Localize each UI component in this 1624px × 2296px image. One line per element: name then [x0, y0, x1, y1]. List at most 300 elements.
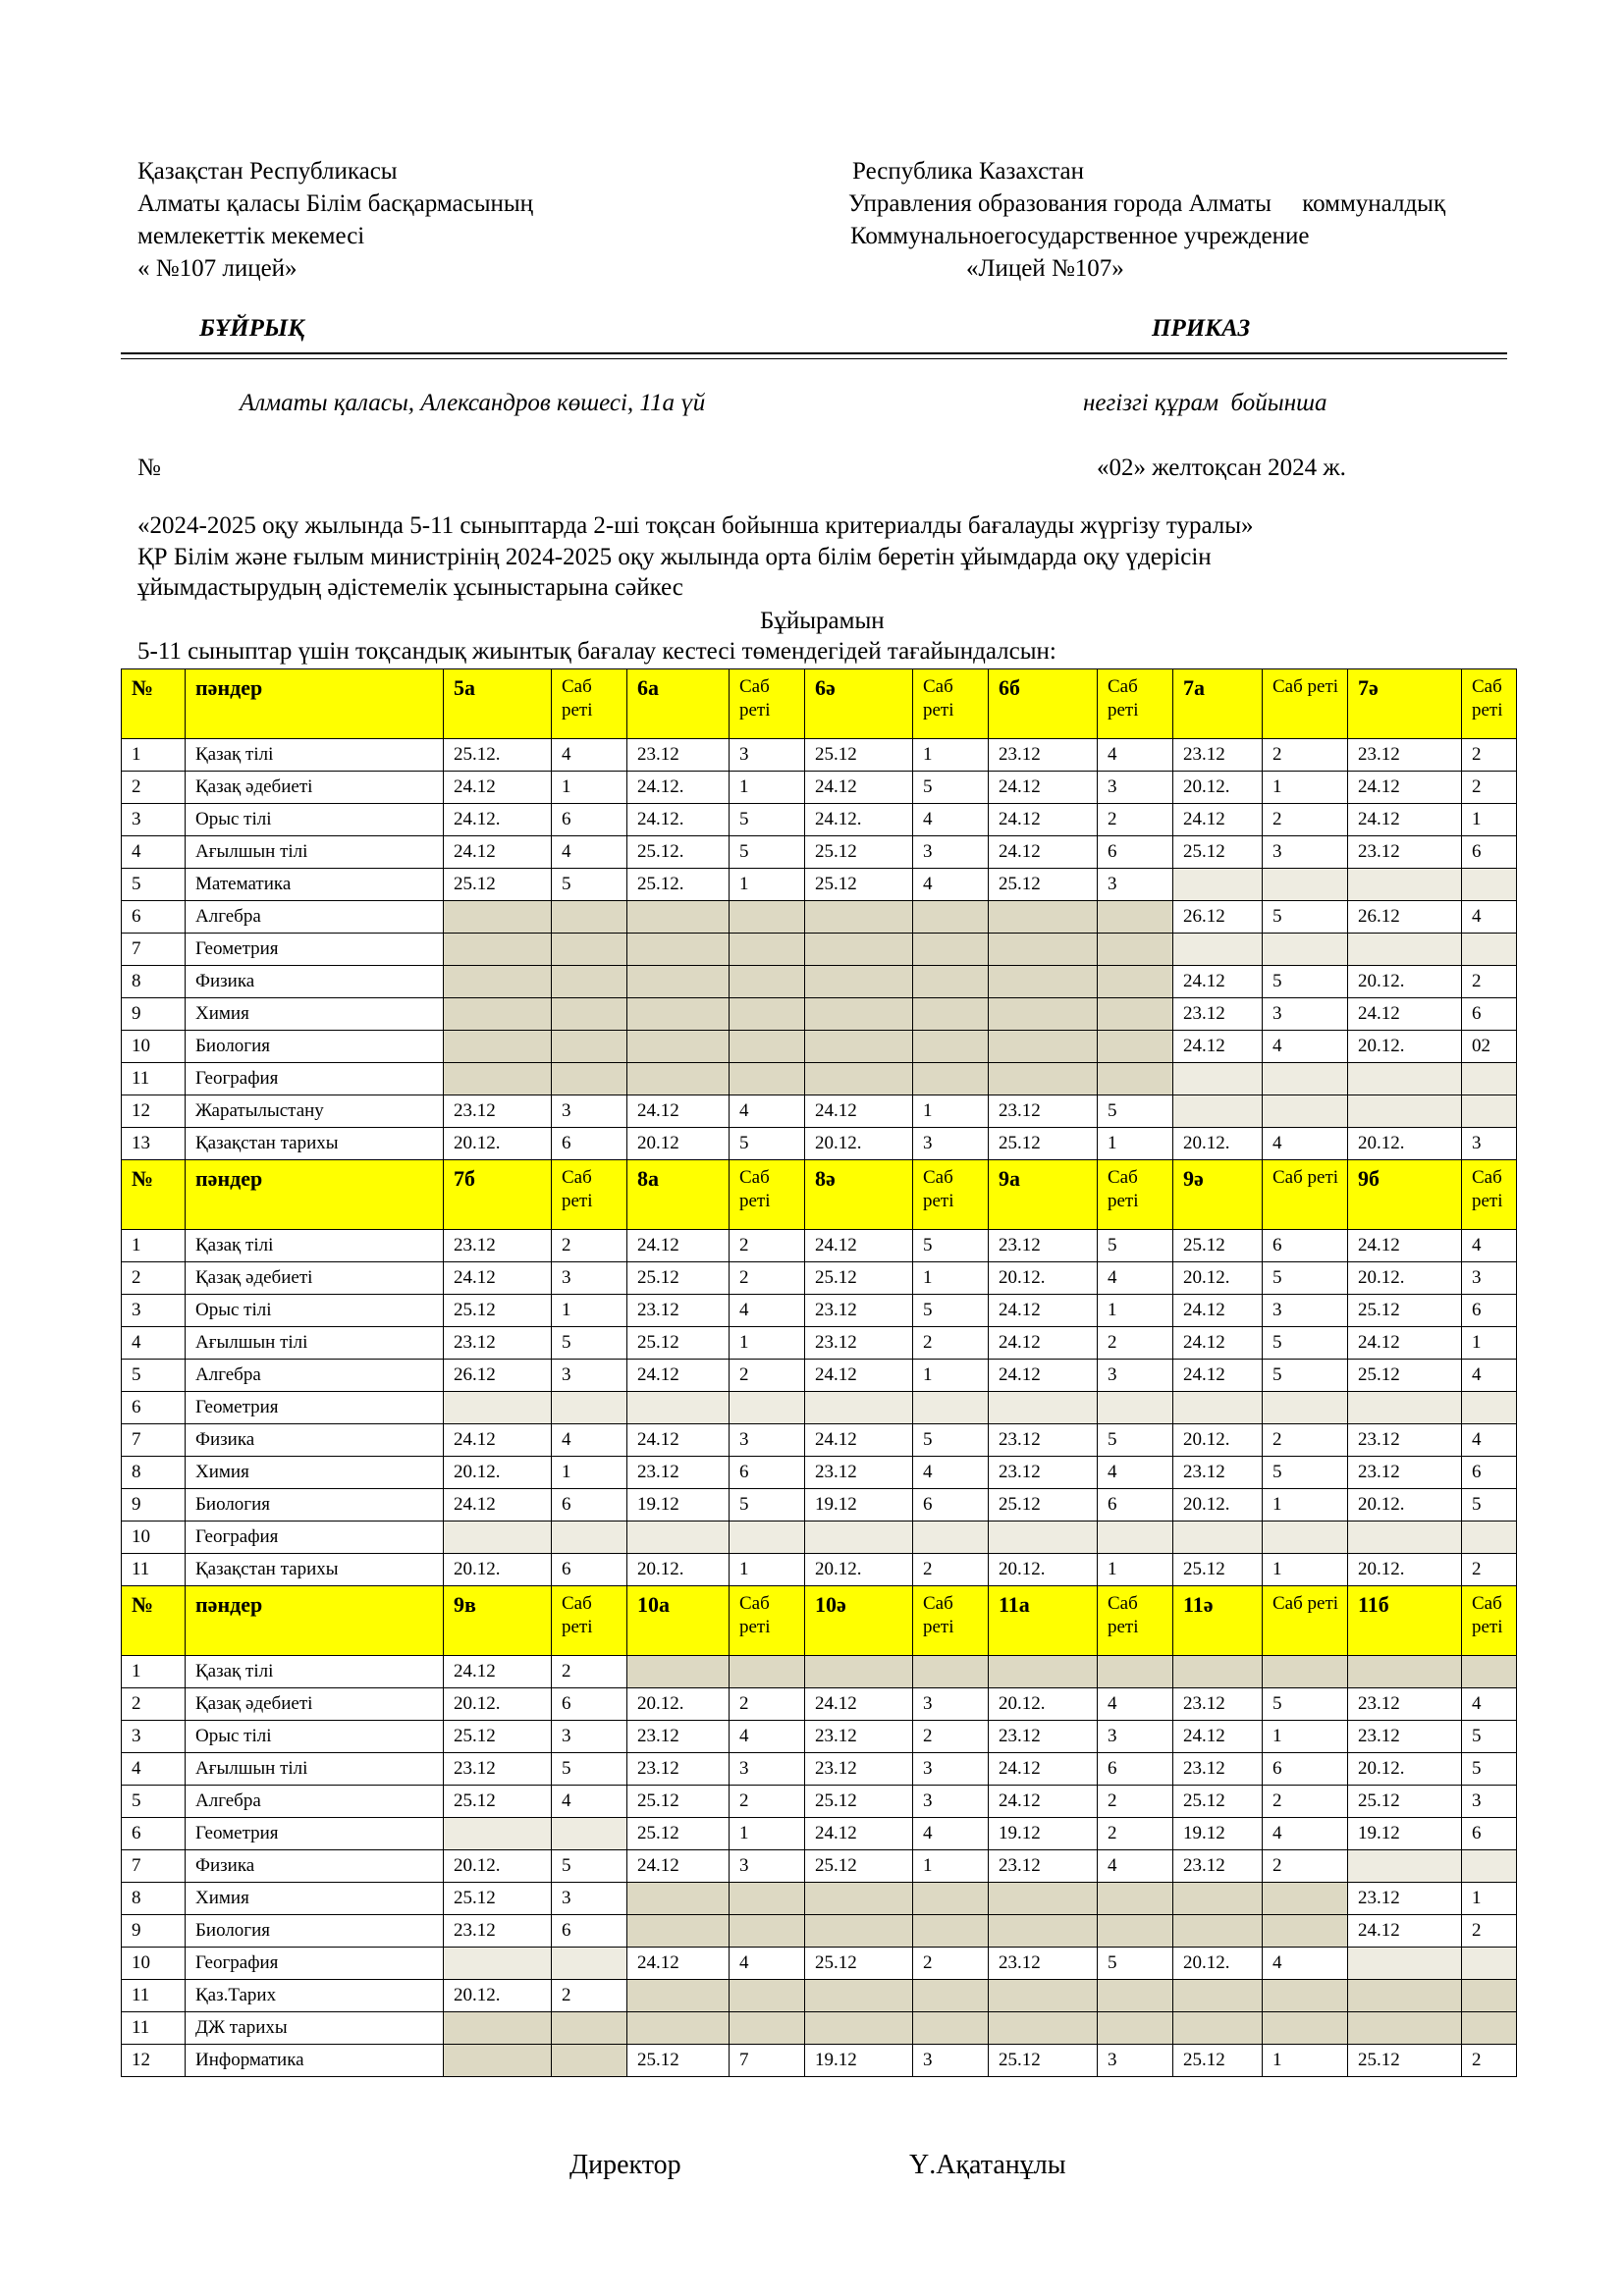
lesson-order	[1462, 1392, 1517, 1424]
lesson-order: 5	[730, 836, 805, 869]
assessment-date: 23.12	[1348, 836, 1462, 869]
lesson-order: 2	[1098, 1786, 1173, 1818]
lesson-order	[1098, 2012, 1173, 2045]
table-row	[122, 901, 1517, 934]
lesson-order: 6	[1462, 1818, 1517, 1850]
table-row	[122, 1554, 1517, 1586]
header-lesson-order: Саб реті	[913, 1586, 989, 1656]
assessment-date: 24.12	[444, 1424, 552, 1457]
lesson-order	[730, 1522, 805, 1554]
assessment-date: 23.12	[1348, 1883, 1462, 1915]
table-row	[122, 1327, 1517, 1360]
table-row	[122, 1392, 1517, 1424]
table-row	[122, 1095, 1517, 1128]
assessment-date	[444, 934, 552, 966]
subject-name: Физика	[186, 966, 444, 998]
lesson-order	[730, 1063, 805, 1095]
basis-label: негізгі құрам бойынша	[1083, 390, 1327, 416]
subject-name: Геометрия	[186, 1392, 444, 1424]
assessment-date: 24.12	[627, 1230, 730, 1262]
assessment-date: 20.12.	[1173, 1128, 1263, 1160]
assessment-date: 24.12	[627, 1948, 730, 1980]
lesson-order	[1098, 998, 1173, 1031]
table-row	[122, 1688, 1517, 1721]
header-class: 10ә	[805, 1586, 913, 1656]
lesson-order	[1098, 966, 1173, 998]
lesson-order: 6	[1462, 836, 1517, 869]
assessment-date: 20.12.	[1173, 772, 1263, 804]
assessment-date	[989, 901, 1098, 934]
lesson-order	[1462, 1850, 1517, 1883]
table-row	[122, 1262, 1517, 1295]
instruction-line: 5-11 сыныптар үшін тоқсандық жиынтық бағалау кестесі төмендегідей тағайындалсын:	[137, 638, 1056, 665]
subject-name: Химия	[186, 1883, 444, 1915]
lesson-order: 3	[730, 1424, 805, 1457]
lesson-order: 5	[913, 1230, 989, 1262]
lesson-order	[730, 1980, 805, 2012]
header-lesson-order: Саб реті	[552, 669, 627, 739]
assessment-date: 20.12.	[444, 1980, 552, 2012]
assessment-date	[1173, 1656, 1263, 1688]
header-class: 5а	[444, 669, 552, 739]
assessment-date: 23.12	[989, 1424, 1098, 1457]
lesson-order	[913, 1392, 989, 1424]
assessment-date: 25.12	[444, 1786, 552, 1818]
lesson-order: 3	[552, 1262, 627, 1295]
order-title-kz: БҰЙРЫҚ	[199, 315, 305, 342]
lesson-order: 2	[730, 1360, 805, 1392]
row-number: 10	[122, 1948, 186, 1980]
assessment-date	[627, 1063, 730, 1095]
lesson-order: 4	[552, 739, 627, 772]
assessment-date: 25.12	[444, 1883, 552, 1915]
subject-name: Физика	[186, 1850, 444, 1883]
lesson-order	[913, 1915, 989, 1948]
assessment-date: 23.12	[989, 1721, 1098, 1753]
assessment-date	[989, 1522, 1098, 1554]
assessment-date: 25.12	[627, 1818, 730, 1850]
assessment-date: 20.12.	[989, 1554, 1098, 1586]
assessment-date	[444, 1522, 552, 1554]
assessment-date	[805, 998, 913, 1031]
lesson-order: 5	[913, 1295, 989, 1327]
lesson-order	[730, 1031, 805, 1063]
assessment-date	[1348, 1948, 1462, 1980]
header-kz-line-3: мемлекеттік мекемесі	[137, 223, 365, 249]
assessment-date: 23.12	[444, 1327, 552, 1360]
lesson-order: 2	[1462, 739, 1517, 772]
header-lesson-order: Саб реті	[1263, 669, 1348, 739]
subject-name: Геометрия	[186, 934, 444, 966]
assessment-date	[1173, 1392, 1263, 1424]
lesson-order: 5	[552, 1753, 627, 1786]
lesson-order: 5	[1098, 1095, 1173, 1128]
assessment-date: 25.12	[444, 1295, 552, 1327]
header-number: №	[122, 1586, 186, 1656]
row-number: 4	[122, 836, 186, 869]
row-number: 11	[122, 1980, 186, 2012]
lesson-order: 4	[552, 1786, 627, 1818]
assessment-date: 23.12	[989, 1850, 1098, 1883]
subject-name: Информатика	[186, 2045, 444, 2077]
lesson-order: 2	[1462, 966, 1517, 998]
subject-name: География	[186, 1522, 444, 1554]
lesson-order: 5	[1263, 1262, 1348, 1295]
lesson-order: 5	[1263, 901, 1348, 934]
assessment-date	[627, 966, 730, 998]
lesson-order: 3	[1263, 998, 1348, 1031]
subject-name: Қазақ әдебиеті	[186, 772, 444, 804]
assessment-date	[1173, 1915, 1263, 1948]
lesson-order	[730, 2012, 805, 2045]
lesson-order	[1263, 1522, 1348, 1554]
assessment-date: 25.12	[444, 1721, 552, 1753]
table-row	[122, 1818, 1517, 1850]
subject-name: Қазақ тілі	[186, 1230, 444, 1262]
lesson-order: 3	[913, 836, 989, 869]
assessment-date	[444, 998, 552, 1031]
lesson-order: 4	[552, 1424, 627, 1457]
row-number: 11	[122, 1063, 186, 1095]
basis-text-line-2: ұйымдастырудың әдістемелік ұсыныстарына сәйкес	[137, 574, 683, 601]
row-number: 2	[122, 1688, 186, 1721]
lesson-order: 5	[552, 1327, 627, 1360]
assessment-date: 25.12	[805, 1786, 913, 1818]
lesson-order: 1	[1098, 1554, 1173, 1586]
lesson-order	[552, 901, 627, 934]
lesson-order	[1462, 2012, 1517, 2045]
lesson-order: 2	[1263, 1424, 1348, 1457]
lesson-order: 6	[1462, 998, 1517, 1031]
lesson-order	[730, 1915, 805, 1948]
lesson-order: 4	[913, 869, 989, 901]
row-number: 1	[122, 739, 186, 772]
assessment-date	[444, 1818, 552, 1850]
lesson-order	[913, 934, 989, 966]
assessment-date: 24.12	[989, 1786, 1098, 1818]
lesson-order	[1098, 1980, 1173, 2012]
assessment-date: 24.12	[1173, 1295, 1263, 1327]
row-number: 4	[122, 1753, 186, 1786]
lesson-order: 2	[1263, 739, 1348, 772]
lesson-order	[1462, 1656, 1517, 1688]
table-row	[122, 1489, 1517, 1522]
header-lesson-order: Саб реті	[1098, 1586, 1173, 1656]
table-row	[122, 1850, 1517, 1883]
lesson-order: 1	[1098, 1295, 1173, 1327]
assessment-date: 20.12.	[444, 1688, 552, 1721]
row-number: 9	[122, 1489, 186, 1522]
header-lesson-order: Саб реті	[913, 1160, 989, 1230]
assessment-date: 23.12	[989, 1948, 1098, 1980]
assessment-date: 23.12	[1348, 1457, 1462, 1489]
header-ru-line-3: Коммунальноегосударственное учреждение	[850, 223, 1310, 249]
subject-name: Жаратылыстану	[186, 1095, 444, 1128]
assessment-date: 23.12	[989, 1457, 1098, 1489]
subject-name: ДЖ тарихы	[186, 2012, 444, 2045]
assessment-date: 20.12.	[1348, 1753, 1462, 1786]
row-number: 8	[122, 1457, 186, 1489]
assessment-date: 25.12	[1173, 1230, 1263, 1262]
assessment-date: 25.12	[989, 1128, 1098, 1160]
order-subject: «2024-2025 оқу жылында 5-11 сыныптарда 2-ші тоқсан бойынша критериалды бағалауды жүргізу туралы»	[137, 512, 1254, 539]
assessment-date: 19.12	[1173, 1818, 1263, 1850]
assessment-date	[444, 1392, 552, 1424]
lesson-order: 6	[1263, 1230, 1348, 1262]
address-line: Алматы қаласы, Александров көшесі, 11а үй	[240, 390, 706, 416]
lesson-order	[1263, 1980, 1348, 2012]
assessment-date: 25.12.	[444, 739, 552, 772]
lesson-order: 4	[1098, 739, 1173, 772]
assessment-date: 25.12	[805, 1262, 913, 1295]
table-row	[122, 1424, 1517, 1457]
assessment-date: 24.12	[627, 1424, 730, 1457]
header-class: 7б	[444, 1160, 552, 1230]
subject-name: Алгебра	[186, 1786, 444, 1818]
assessment-date	[805, 1656, 913, 1688]
lesson-order: 3	[552, 1883, 627, 1915]
assessment-date: 19.12	[627, 1489, 730, 1522]
lesson-order: 2	[1098, 1818, 1173, 1850]
assessment-date: 23.12	[1173, 1688, 1263, 1721]
assessment-date: 20.12	[627, 1128, 730, 1160]
lesson-order: 4	[1462, 901, 1517, 934]
lesson-order: 3	[913, 1786, 989, 1818]
assessment-date: 23.12	[1348, 1721, 1462, 1753]
assessment-date: 25.12	[805, 1948, 913, 1980]
lesson-order: 6	[730, 1457, 805, 1489]
header-lesson-order: Саб реті	[552, 1160, 627, 1230]
lesson-order: 2	[1263, 804, 1348, 836]
assessment-date: 19.12	[1348, 1818, 1462, 1850]
assessment-date: 24.12	[989, 1295, 1098, 1327]
table-row	[122, 1721, 1517, 1753]
assessment-date: 20.12.	[989, 1262, 1098, 1295]
assessment-date	[627, 1915, 730, 1948]
assessment-date: 24.12	[444, 1262, 552, 1295]
header-ru-line-1: Республика Казахстан	[852, 158, 1084, 185]
assessment-date	[989, 966, 1098, 998]
assessment-date: 23.12	[1348, 739, 1462, 772]
assessment-date	[1173, 1063, 1263, 1095]
header-class: 6ә	[805, 669, 913, 739]
lesson-order	[1098, 1063, 1173, 1095]
row-number: 4	[122, 1327, 186, 1360]
lesson-order	[1462, 934, 1517, 966]
assessment-date	[627, 1656, 730, 1688]
lesson-order: 7	[730, 2045, 805, 2077]
table-row	[122, 966, 1517, 998]
header-lesson-order: Саб реті	[1462, 1160, 1517, 1230]
assessment-date	[1173, 1522, 1263, 1554]
assessment-date: 23.12	[627, 739, 730, 772]
lesson-order: 1	[1263, 772, 1348, 804]
lesson-order: 1	[1263, 1489, 1348, 1522]
lesson-order: 6	[1098, 1489, 1173, 1522]
assessment-date	[627, 901, 730, 934]
lesson-order: 1	[1098, 1128, 1173, 1160]
command-word: Бұйырамын	[760, 608, 885, 634]
header-number: №	[122, 1160, 186, 1230]
row-number: 5	[122, 869, 186, 901]
subject-name: Қазақ тілі	[186, 1656, 444, 1688]
lesson-order: 6	[1263, 1753, 1348, 1786]
assessment-date: 20.12.	[989, 1688, 1098, 1721]
lesson-order: 5	[552, 869, 627, 901]
assessment-date	[805, 1031, 913, 1063]
assessment-date: 20.12.	[1348, 1489, 1462, 1522]
lesson-order	[1263, 1915, 1348, 1948]
assessment-date	[1348, 1063, 1462, 1095]
header-lesson-order: Саб реті	[1098, 669, 1173, 739]
assessment-date: 24.12	[805, 1424, 913, 1457]
assessment-date: 25.12	[989, 1489, 1098, 1522]
assessment-date: 25.12	[1348, 1786, 1462, 1818]
assessment-date: 23.12	[627, 1753, 730, 1786]
row-number: 9	[122, 1915, 186, 1948]
lesson-order: 5	[730, 1128, 805, 1160]
lesson-order	[730, 998, 805, 1031]
assessment-date: 24.12	[1173, 1360, 1263, 1392]
lesson-order: 3	[913, 1128, 989, 1160]
lesson-order: 4	[1462, 1360, 1517, 1392]
assessment-date: 26.12	[1348, 901, 1462, 934]
lesson-order: 5	[1098, 1424, 1173, 1457]
lesson-order	[913, 1522, 989, 1554]
row-number: 9	[122, 998, 186, 1031]
assessment-date: 23.12	[805, 1457, 913, 1489]
lesson-order	[1098, 1522, 1173, 1554]
table-row	[122, 1753, 1517, 1786]
table-row	[122, 1522, 1517, 1554]
lesson-order: 2	[913, 1327, 989, 1360]
lesson-order: 2	[913, 1554, 989, 1586]
assessment-date: 23.12	[1173, 1850, 1263, 1883]
lesson-order	[1462, 1980, 1517, 2012]
header-subject: пәндер	[186, 1586, 444, 1656]
row-number: 8	[122, 1883, 186, 1915]
header-class: 6б	[989, 669, 1098, 739]
lesson-order: 2	[552, 1230, 627, 1262]
signature-title: Директор	[569, 2150, 681, 2180]
table-row	[122, 2045, 1517, 2077]
table-row	[122, 1457, 1517, 1489]
assessment-date	[627, 1883, 730, 1915]
lesson-order: 4	[1462, 1230, 1517, 1262]
assessment-date: 24.12	[444, 1656, 552, 1688]
assessment-date: 25.12.	[627, 869, 730, 901]
row-number: 12	[122, 2045, 186, 2077]
table-row	[122, 804, 1517, 836]
header-lesson-order: Саб реті	[1263, 1160, 1348, 1230]
lesson-order: 5	[1263, 1360, 1348, 1392]
lesson-order: 3	[730, 739, 805, 772]
lesson-order: 5	[552, 1850, 627, 1883]
lesson-order: 5	[1263, 1688, 1348, 1721]
lesson-order	[1263, 2012, 1348, 2045]
assessment-date: 25.12	[1173, 1554, 1263, 1586]
table-row	[122, 739, 1517, 772]
assessment-date: 24.12	[444, 836, 552, 869]
header-class: 7ә	[1348, 669, 1462, 739]
table-header-row	[122, 1586, 1517, 1656]
table-row	[122, 1948, 1517, 1980]
assessment-date: 26.12	[444, 1360, 552, 1392]
assessment-date	[989, 1031, 1098, 1063]
lesson-order: 2	[552, 1656, 627, 1688]
subject-name: География	[186, 1948, 444, 1980]
header-kz-line-4: « №107 лицей»	[137, 255, 298, 282]
assessment-date: 26.12	[1173, 901, 1263, 934]
assessment-date: 23.12	[627, 1295, 730, 1327]
assessment-date: 25.12	[627, 1262, 730, 1295]
lesson-order	[913, 1656, 989, 1688]
lesson-order: 1	[552, 1295, 627, 1327]
assessment-date	[627, 1031, 730, 1063]
subject-name: Физика	[186, 1424, 444, 1457]
lesson-order: 5	[1462, 1753, 1517, 1786]
lesson-order: 4	[1098, 1850, 1173, 1883]
assessment-date: 23.12	[1173, 739, 1263, 772]
assessment-date	[1348, 869, 1462, 901]
assessment-date: 24.12.	[805, 804, 913, 836]
assessment-date	[1348, 1522, 1462, 1554]
row-number: 3	[122, 1295, 186, 1327]
lesson-order: 4	[1462, 1688, 1517, 1721]
assessment-date: 24.12	[989, 1327, 1098, 1360]
lesson-order: 4	[730, 1721, 805, 1753]
lesson-order: 4	[552, 836, 627, 869]
lesson-order: 5	[730, 1489, 805, 1522]
assessment-date: 20.12.	[805, 1554, 913, 1586]
subject-name: Қазақ әдебиеті	[186, 1688, 444, 1721]
header-class: 9в	[444, 1586, 552, 1656]
lesson-order: 1	[552, 772, 627, 804]
lesson-order	[1263, 1063, 1348, 1095]
table-row	[122, 1915, 1517, 1948]
row-number: 6	[122, 1392, 186, 1424]
assessment-date: 23.12	[989, 1230, 1098, 1262]
lesson-order: 02	[1462, 1031, 1517, 1063]
header-ru-line-4: «Лицей №107»	[966, 255, 1124, 282]
subject-name: Алгебра	[186, 901, 444, 934]
assessment-date: 24.12	[1173, 1031, 1263, 1063]
header-lesson-order: Саб реті	[730, 669, 805, 739]
header-class: 9ә	[1173, 1160, 1263, 1230]
assessment-date: 24.12	[444, 772, 552, 804]
lesson-order: 2	[1462, 1915, 1517, 1948]
subject-name: Химия	[186, 998, 444, 1031]
lesson-order: 4	[1263, 1948, 1348, 1980]
table-row	[122, 836, 1517, 869]
lesson-order: 6	[552, 1688, 627, 1721]
lesson-order	[913, 2012, 989, 2045]
assessment-date: 23.12	[989, 739, 1098, 772]
header-class: 9а	[989, 1160, 1098, 1230]
basis-text-line-1: ҚР Білім және ғылым министрінің 2024-2025 оқу жылында орта білім беретін ұйымдарда оқу үдерісін	[137, 544, 1212, 570]
table-row	[122, 772, 1517, 804]
table-row	[122, 869, 1517, 901]
assessment-date: 24.12	[805, 1818, 913, 1850]
assessment-date	[444, 1948, 552, 1980]
subject-name: Ағылшын тілі	[186, 1327, 444, 1360]
header-subject: пәндер	[186, 669, 444, 739]
assessment-date	[989, 1392, 1098, 1424]
assessment-date: 23.12	[1173, 1753, 1263, 1786]
header-class: 10а	[627, 1586, 730, 1656]
lesson-order: 4	[1263, 1128, 1348, 1160]
assessment-date: 20.12.	[1173, 1424, 1263, 1457]
